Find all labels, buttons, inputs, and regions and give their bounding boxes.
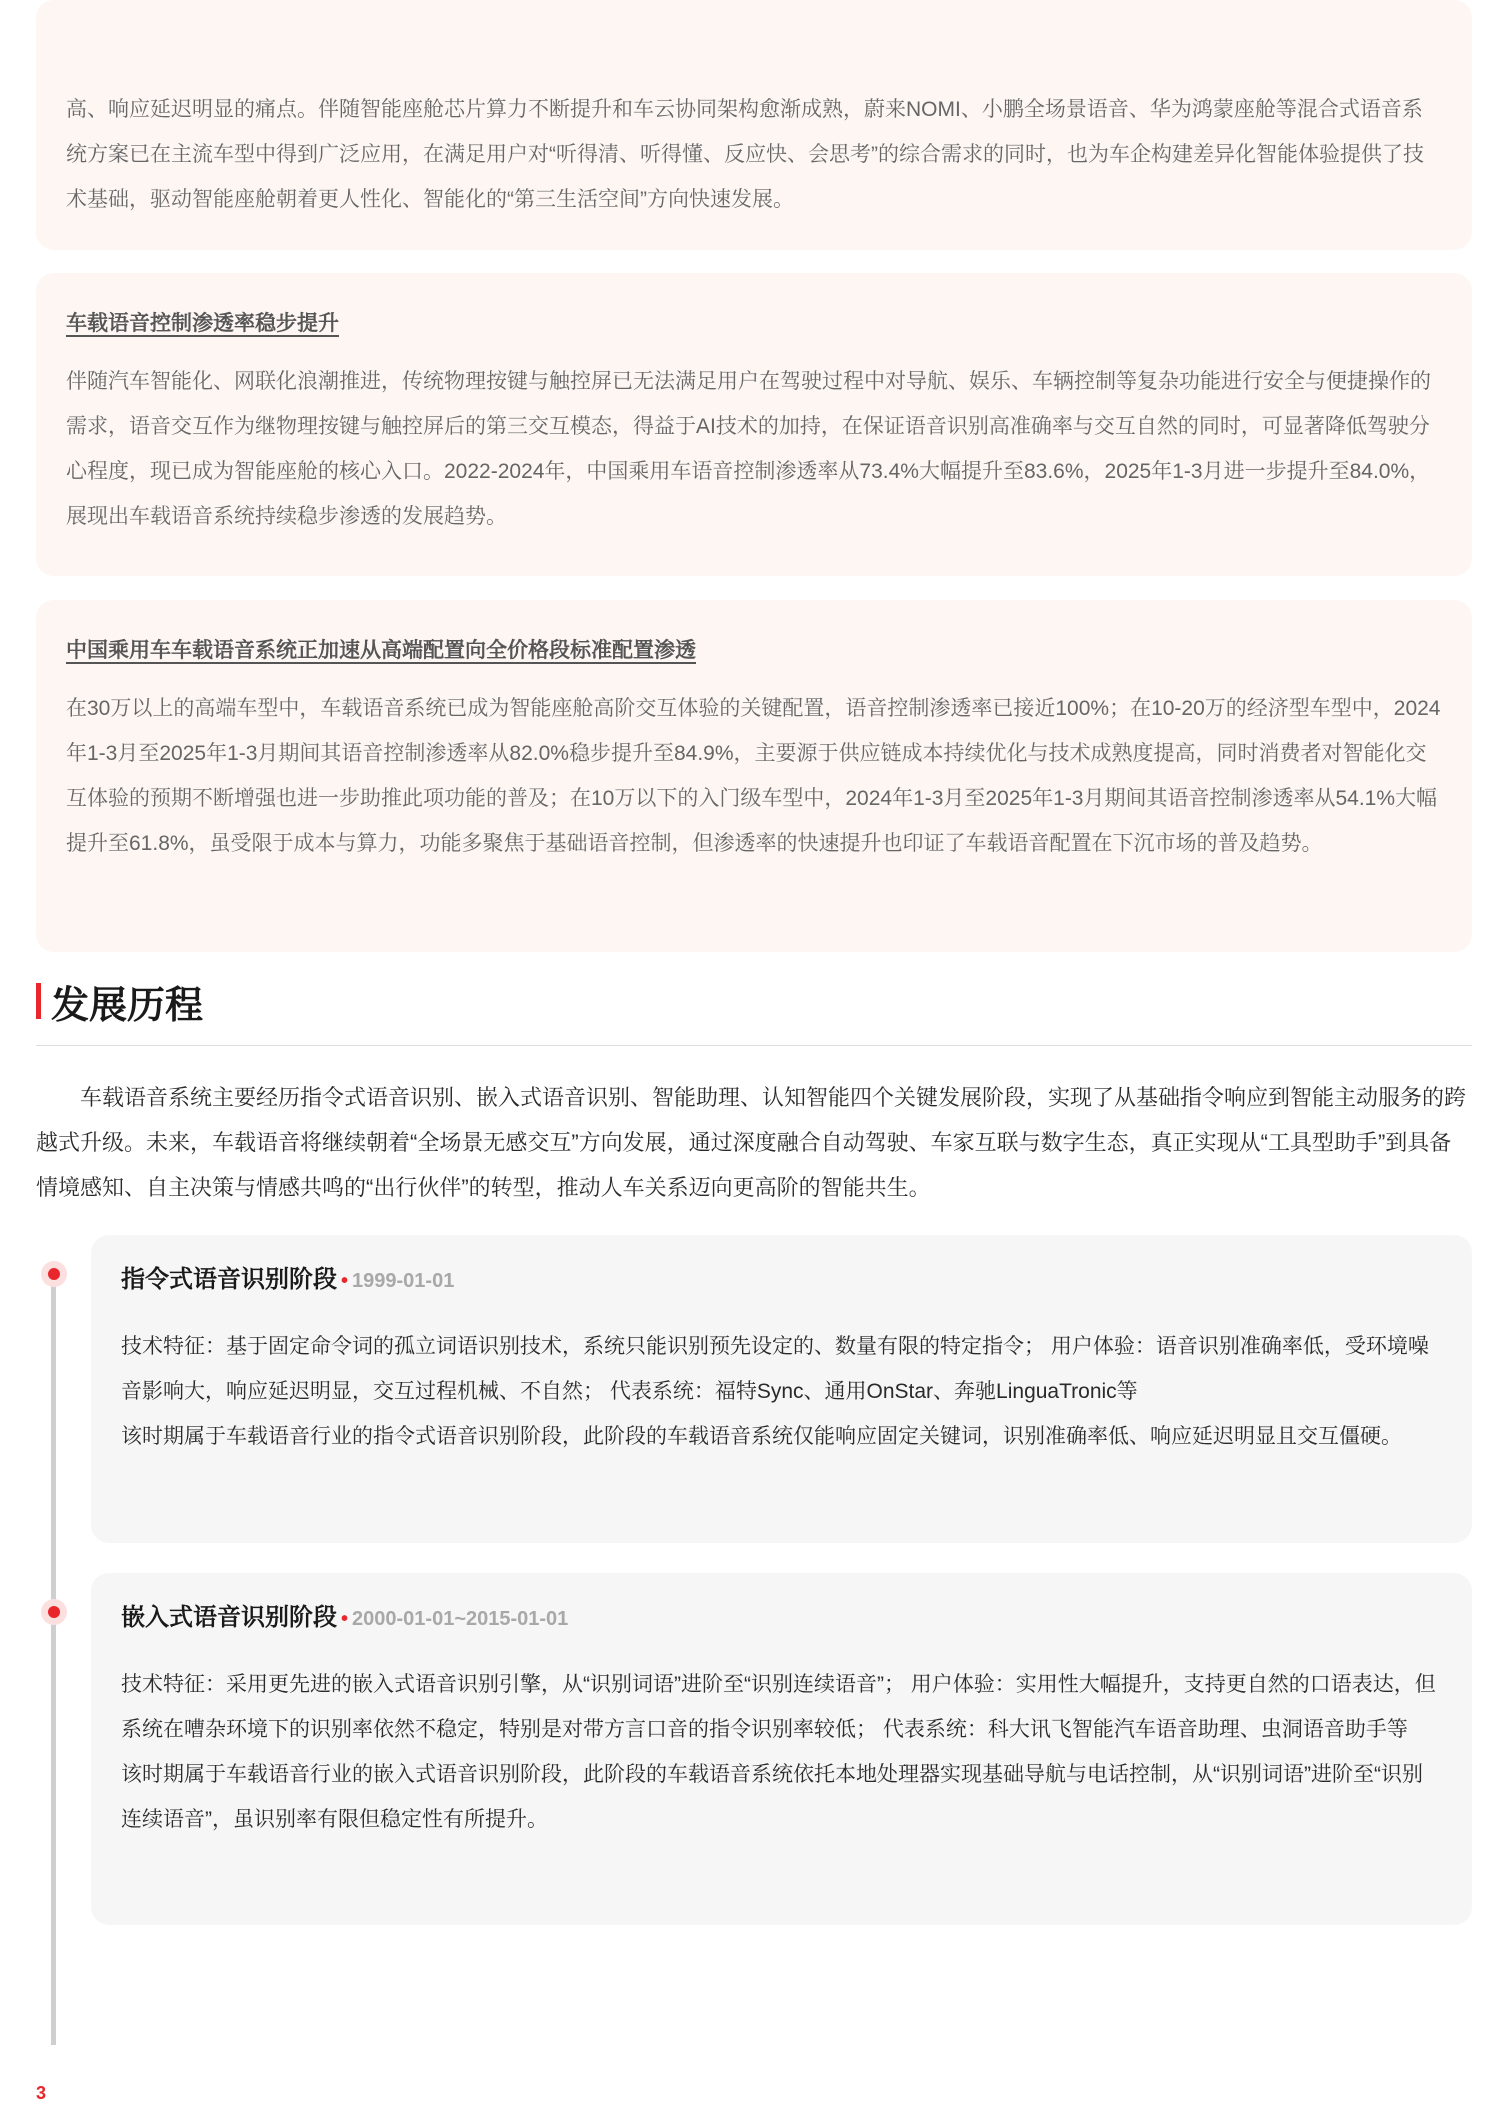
- card-heading: 车载语音控制渗透率稳步提升: [66, 312, 339, 335]
- stage-title-row: [121, 1601, 1442, 1636]
- stage-separator: •: [341, 1608, 349, 1630]
- timeline-marker-icon: [41, 1599, 67, 1625]
- stage-date: 2000-01-01~2015-01-01: [352, 1608, 569, 1630]
- card-body-text: 伴随汽车智能化、网联化浪潮推进，传统物理按键与触控屏已无法满足用户在驾驶过程中对导航、娱乐、车辆控制等复杂功能进行安全与便捷操作的需求，语音交互作为继物理按键与触控屏后的第三交互模态，得益于AI技术的加持，在保证语音识别高准确率与交互自然的同时，可显著降低驾驶分心程度，现已成为智能座舱的核心入口。2022-2024年，中国乘用车语音控制渗透率从73.4%大幅提升至83.6%，2025年1-3月进一步提升至84.0%，展现出车载语音系统持续稳步渗透的发展趋势。: [66, 370, 1431, 528]
- card-heading: 中国乘用车车载语音系统正加速从高端配置向全价格段标准配置渗透: [66, 639, 696, 662]
- section-title: 发展历程: [51, 984, 204, 1027]
- stage-separator: •: [341, 1270, 349, 1292]
- stage-features: 技术特征：基于固定命令词的孤立词语识别技术，系统只能识别预先设定的、数量有限的特定指令； 用户体验：语音识别准确率低，受环境噪音影响大，响应延迟明显，交互过程机械、不自然； 代表系统：福特Sync、通用OnStar、奔驰LinguaTronic等: [121, 1335, 1429, 1403]
- timeline-marker-icon: [41, 1261, 67, 1287]
- stage-summary: 该时期属于车载语音行业的指令式语音识别阶段，此阶段的车载语音系统仅能响应固定关键词，识别准确率低、响应延迟明显且交互僵硬。: [121, 1425, 1402, 1448]
- stage-name: 嵌入式语音识别阶段: [121, 1604, 337, 1631]
- stage-body: [121, 1662, 1442, 1842]
- stage-summary: 该时期属于车载语音行业的嵌入式语音识别阶段，此阶段的车载语音系统依托本地处理器实现基础导航与电话控制，从“识别词语”进阶至“识别连续语音”，虽识别率有限但稳定性有所提升。: [121, 1763, 1423, 1831]
- card-body-text: 在30万以上的高端车型中，车载语音系统已成为智能座舱高阶交互体验的关键配置，语音控制渗透率已接近100%；在10-20万的经济型车型中，2024年1-3月至2025年1-3月期间其语音控制渗透率从82.0%稳步提升至84.9%，主要源于供应链成本持续优化与技术成熟度提高，同时消费者对智能化交互体验的预期不断增强也进一步助推此项功能的普及；在10万以下的入门级车型中，2024年1-3月至2025年1-3月期间其语音控制渗透率从54.1%大幅提升至61.8%，虽受限于成本与算力，功能多聚焦于基础语音控制，但渗透率的快速提升也印证了车载语音配置在下沉市场的普及趋势。: [66, 697, 1441, 855]
- timeline-track: [51, 1270, 56, 2045]
- price-segment-card: [36, 600, 1472, 952]
- stage-name: 指令式语音识别阶段: [121, 1266, 337, 1293]
- penetration-rate-card: [36, 273, 1472, 576]
- section-accent-bar: [36, 983, 41, 1019]
- card-body: [66, 0, 1442, 222]
- page-number: 3: [36, 2083, 47, 2103]
- market-summary-card: [36, 0, 1472, 250]
- section-heading: [36, 980, 204, 1027]
- stage-title-row: [121, 1263, 1442, 1298]
- stage-body: [121, 1324, 1442, 1459]
- timeline-stage-card: [91, 1235, 1472, 1543]
- card-body: [66, 686, 1442, 866]
- timeline-stage-card: [91, 1573, 1472, 1925]
- section-intro: 车载语音系统主要经历指令式语音识别、嵌入式语音识别、智能助理、认知智能四个关键发展阶段，实现了从基础指令响应到智能主动服务的跨越式升级。未来，车载语音将继续朝着“全场景无感交互”方向发展，通过深度融合自动驾驶、车家互联与数字生态，真正实现从“工具型助手”到具备情境感知、自主决策与情感共鸣的“出行伙伴”的转型，推动人车关系迈向更高阶的智能共生。: [36, 1085, 1467, 1200]
- stage-features: 技术特征：采用更先进的嵌入式语音识别引擎，从“识别词语”进阶至“识别连续语音”； 用户体验：实用性大幅提升，支持更自然的口语表达，但系统在嘈杂环境下的识别率依然不稳定，特别是对带方言口音的指令识别率较低； 代表系统：科大讯飞智能汽车语音助理、虫洞语音助手等: [121, 1673, 1436, 1741]
- stage-date: 1999-01-01: [352, 1270, 455, 1292]
- card-body-text: 高、响应延迟明显的痛点。伴随智能座舱芯片算力不断提升和车云协同架构愈渐成熟，蔚来NOMI、小鹏全场景语音、华为鸿蒙座舱等混合式语音系统方案已在主流车型中得到广泛应用，在满足用户对“听得清、听得懂、反应快、会思考”的综合需求的同时，也为车企构建差异化智能体验提供了技术基础，驱动智能座舱朝着更人性化、智能化的“第三生活空间”方向快速发展。: [66, 98, 1424, 211]
- section-divider: [36, 1045, 1472, 1046]
- card-body: [66, 359, 1442, 539]
- document-page: [36, 0, 1472, 2125]
